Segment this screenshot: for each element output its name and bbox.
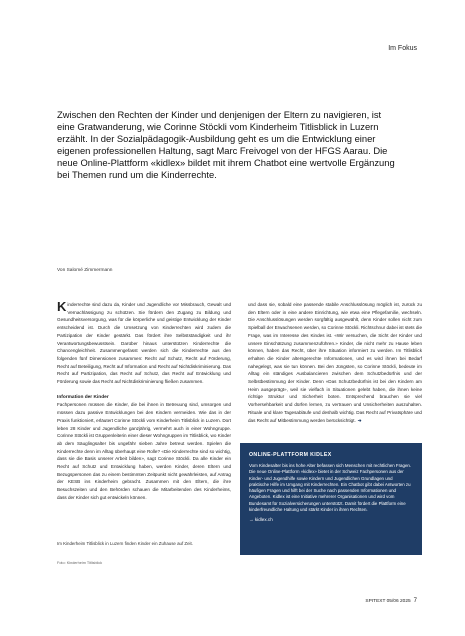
page-number: 7 <box>413 598 417 604</box>
article-paragraph: Fachpersonen müssen die Kinder, die bei ihnen in Betreuung sind, umsorgen und müssen dazu passive Entwicklungen bei den Kindern vermeiden. Wie das in der Praxis funktioniert, erläutert Corinne Stöckli vom Kinderheim Titlisblick in Luzern. Dort leben 28 Kinder und Jugendliche ganzjährig, vermehrt auch in einer Wohngruppe. Corinne Stöckli ist Gruppenleiterin einer dieser Wohngruppen im Titlisblick, wo Kinder ab dem Säuglingsalter bis ungefähr sieben Jahre betreut werden. Spielen die Kinderrechte denn im Alltag überhaupt eine Rolle? «Die Kinderrechte sind so wichtig, dass sie die Basis unserer Arbeit bilden», sagt Corinne Stöckli. Da alle Kinder ein Recht auf Schutz und Entwicklung haben, werden Kinder, deren Eltern und Bezugspersonen das zu einem bestimmten Zeitpunkt nicht gewährleisten, auf Antrag der KESB ins Kinderheim gebracht. Zusammen mit den Eltern, die ihre Besuchszeiten und den Behörden schauen die Mitarbeitenden des Kinderheims, dass der Kinder sich gut entwickeln können. <box>57 402 231 500</box>
article-paragraph <box>57 301 231 386</box>
page-footer <box>365 598 417 604</box>
byline: Von Salomé Zimmermann <box>57 268 113 273</box>
section-label: Im Fokus <box>388 45 417 52</box>
paragraph-text: und dass sie, sobald eine passende stabile Anschlusslösung möglich ist, zurück zu den Eltern oder in eine andere Einrichtung, wie etwa eine Pflegefamilie, wechseln. Die Anschlusslösungen werden sorgfältig ausgewählt, denn Kinder sollen nicht zum Spielball der Erwachsenen werden, so Corinne Stöckli. Richtschnur dabei ist stets die Frage, was im Interesse des Kindes ist. «Wir versuchen, die Sicht der Kinder und unsere Einschätzung zusammenzuführen.» Kinder, die nicht mehr zu Hause leben können, haben das Recht, über ihre Situation informiert zu werden. Im Titlisblick erhalten die Kinder altersgerechte Informationen, und es wird ihnen bei Bedarf nahegelegt, was sie tun können. Bei den Jüngsten, so Corinne Stöckli, bedeute im Alltag ein ständiges Ausbalancieren zwischen dem Schutzbedürfnis und der Selbstbestimmung der Kinder. Denn «Das Schutzbedürfnis ist bei den Kindern am Heim ausgeprägt», weil sie vielfach in Situationen gelebt haben, die ihnen keine richtige Struktur und Sicherheit boten. Entsprechend brauchen sie viel Vorhersehbarkeit und dürfen lernen, zu vertrauen und Unsicherheiten auszuhalten. Rituale und klare Tagesabläufe und deshalb wichtig. Das Recht auf Privatsphäre und das Recht auf Mitbestimmung werden berücksichtigt. <box>248 302 422 423</box>
photo-caption: Im Kinderheim Titlisblick in Luzern finden Kinder ein Zuhause auf Zeit. <box>57 541 193 546</box>
photo-credit: Foto: Kinderheim Titlisblick <box>57 561 103 565</box>
issue-label: SPITEXT 05/06 2025 <box>365 599 411 604</box>
drop-cap: K <box>57 299 67 314</box>
article-column-right <box>248 301 422 424</box>
subheading: Information der Kinder <box>57 394 109 400</box>
article-paragraph <box>248 301 422 424</box>
lead-paragraph: Zwischen den Rechten der Kinder und denjenigen der Eltern zu navigieren, ist eine Gratwanderung, wie Corinne Stöckli vom Kinderheim Titlisblick in Luzern erzählt. In der Sozialpädagogik-Ausbildung geht es um die Entwicklung einer eigenen professionellen Haltung, sagt Marc Freivogel von der HFGS Aarau. Die neue Online-Plattform «kidlex» bildet mit ihrem Chatbot eine wertvolle Ergänzung bei Themen rund um die Kinderrechte. <box>57 109 395 181</box>
info-box <box>240 443 422 555</box>
info-box-title: ONLINE-PLATTFORM KIDLEX <box>249 452 332 458</box>
info-box-body: Vom Kindesalter bis ins hohe Alter befassen sich Menschen mit rechtlichen Fragen. Die neue Online-Plattform «kidlex» bietet in der Schweiz Fachpersonen aus der Kinder- und Jugendhilfe sowie Kindern und Jugendlichen Grundlagen und praktische Hilfe im Umgang mit Kinderrechten. Ein Chatbot gibt dabei Antworten zu häufigen Fragen und hilft bei der Suche nach passenden Informationen und Angeboten. Kidlex ist eine Initiative mehrerer Organisationen und wird vom Bundesamt für Sozialversicherungen unterstützt. Damit fördert die Plattform eine kinderfreundliche Haltung und stärkt Kinder in ihren Rechten. <box>249 463 412 513</box>
article-column-left <box>57 301 231 502</box>
continue-arrow-icon: ➔ <box>357 417 362 423</box>
paragraph-text: inderrechte sind dazu da, Kinder und Jugendliche vor Missbrauch, Gewalt und Vernachlässigung zu schützen. Sie fördern den Zugang zu Bildung und Gesundheitsversorgung, was für die körperliche und geistige Entwicklung der Kinder entscheidend ist. Durch die Umsetzung von Kinderrechten wird zudem die Partizipation der Kinder gestärkt. Das fördert ihre Selbstständigkeit und ihr Verantwortungsbewusstsein. Darüber hinaus unterstützen Kinderrechte die Chancengleichheit. Zusammengefasst werden sich die Kinderrechte aus den folgenden fünf Dimensionen zusammen: Recht auf Schutz, Recht auf Förderung, Recht auf Beteiligung, Recht auf Information und Recht auf Nichtdiskriminierung. Das Recht auf Partizipation, das Recht auf Schutz, das Recht auf Entwicklung und Förderung sowie das Recht auf Nichtdiskriminierung fließen zusammen. <box>57 302 231 385</box>
info-box-link[interactable]: → kidlex.ch <box>249 517 273 523</box>
